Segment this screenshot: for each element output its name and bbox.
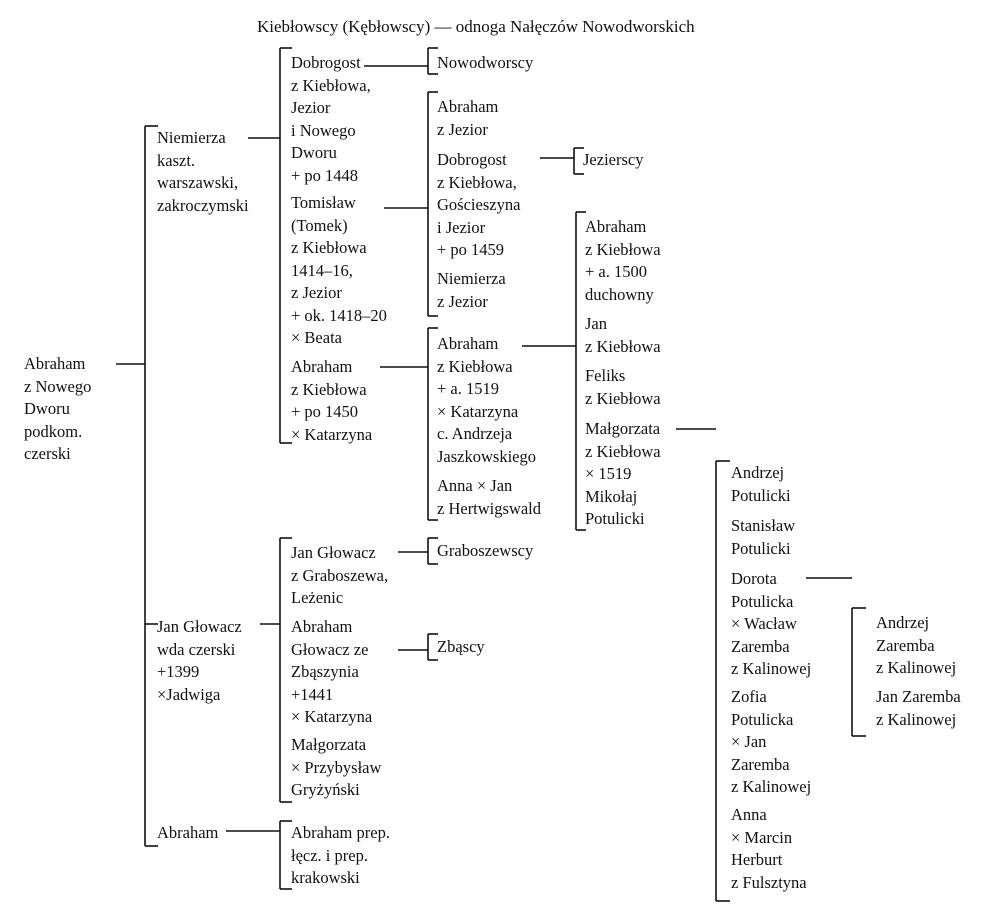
node-malgorzata-gen4: Małgorzata z Kiebłowa × 1519 Mikołaj Potulicki: [585, 419, 661, 528]
node-niemierza-z-jezior: Niemierza z Jezior: [437, 269, 506, 311]
node-abraham-glowacz: Abraham Głowacz ze Zbąszynia +1441 × Katarzyna: [291, 617, 373, 726]
node-andrzej-potulicki: Andrzej Potulicki: [731, 463, 791, 505]
node-malgorzata-gen2: Małgorzata × Przybysław Gryżyński: [291, 735, 382, 799]
node-tomislaw: Tomisław (Tomek) z Kiebłowa 1414–16, z Jezior + ok. 1418–20 × Beata: [291, 193, 387, 347]
node-abraham-z-jezior: Abraham z Jezior: [437, 97, 499, 139]
node-jan-glowacz: Jan Głowacz wda czerski +1399 ×Jadwiga: [157, 617, 242, 704]
node-anna-potulicka: Anna × Marcin Herburt z Fulsztyna: [731, 805, 807, 892]
node-abraham-gen3: Abraham z Kiebłowa + a. 1519 × Katarzyna c. Andrzeja Jaszkowskiego: [437, 334, 536, 466]
node-niemierza: Niemierza kaszt. warszawski, zakroczymski: [157, 128, 249, 215]
node-stanislaw-potulicki: Stanisław Potulicki: [731, 516, 796, 558]
node-abraham-gen2: Abraham z Kiebłowa + po 1450 × Katarzyna: [291, 357, 373, 444]
family-zbascy: Zbąscy: [437, 637, 485, 656]
node-dobrogost: Dobrogost z Kiebłowa, Jezior i Nowego Dworu + po 1448: [291, 53, 371, 185]
node-dobrogost-gen3: Dobrogost z Kiebłowa, Gościeszyna i Jezior + po 1459: [437, 150, 521, 259]
node-andrzej-zaremba: Andrzej Zaremba z Kalinowej: [876, 613, 957, 677]
node-abraham-z-nowego-dworu: Abraham z Nowego Dworu podkom. czerski: [24, 354, 92, 463]
node-jan-zaremba: Jan Zaremba z Kalinowej: [876, 687, 961, 729]
node-jan-gen4: Jan z Kiebłowa: [585, 314, 661, 356]
node-abraham-gen1: Abraham: [157, 823, 219, 842]
node-anna-x-jan: Anna × Jan z Hertwigswald: [437, 476, 542, 518]
node-abraham-prep: Abraham prep. łęcz. i prep. krakowski: [291, 823, 390, 887]
node-dorota-potulicka: Dorota Potulicka × Wacław Zaremba z Kalinowej: [731, 569, 812, 678]
family-nowodworscy: Nowodworscy: [437, 53, 534, 72]
node-feliks: Feliks z Kiebłowa: [585, 366, 661, 408]
node-jan-glowacz-graboszewo: Jan Głowacz z Graboszewa, Leżenic: [291, 543, 389, 607]
family-graboszewscy: Graboszewscy: [437, 541, 534, 560]
diagram-title: Kiebłowscy (Kębłowscy) — odnoga Nałęczów Nowodworskich: [257, 17, 695, 36]
family-jezierscy: Jezierscy: [583, 150, 644, 169]
node-abraham-gen4: Abraham z Kiebłowa + a. 1500 duchowny: [585, 217, 661, 304]
node-zofia-potulicka: Zofia Potulicka × Jan Zaremba z Kalinowej: [731, 687, 812, 796]
